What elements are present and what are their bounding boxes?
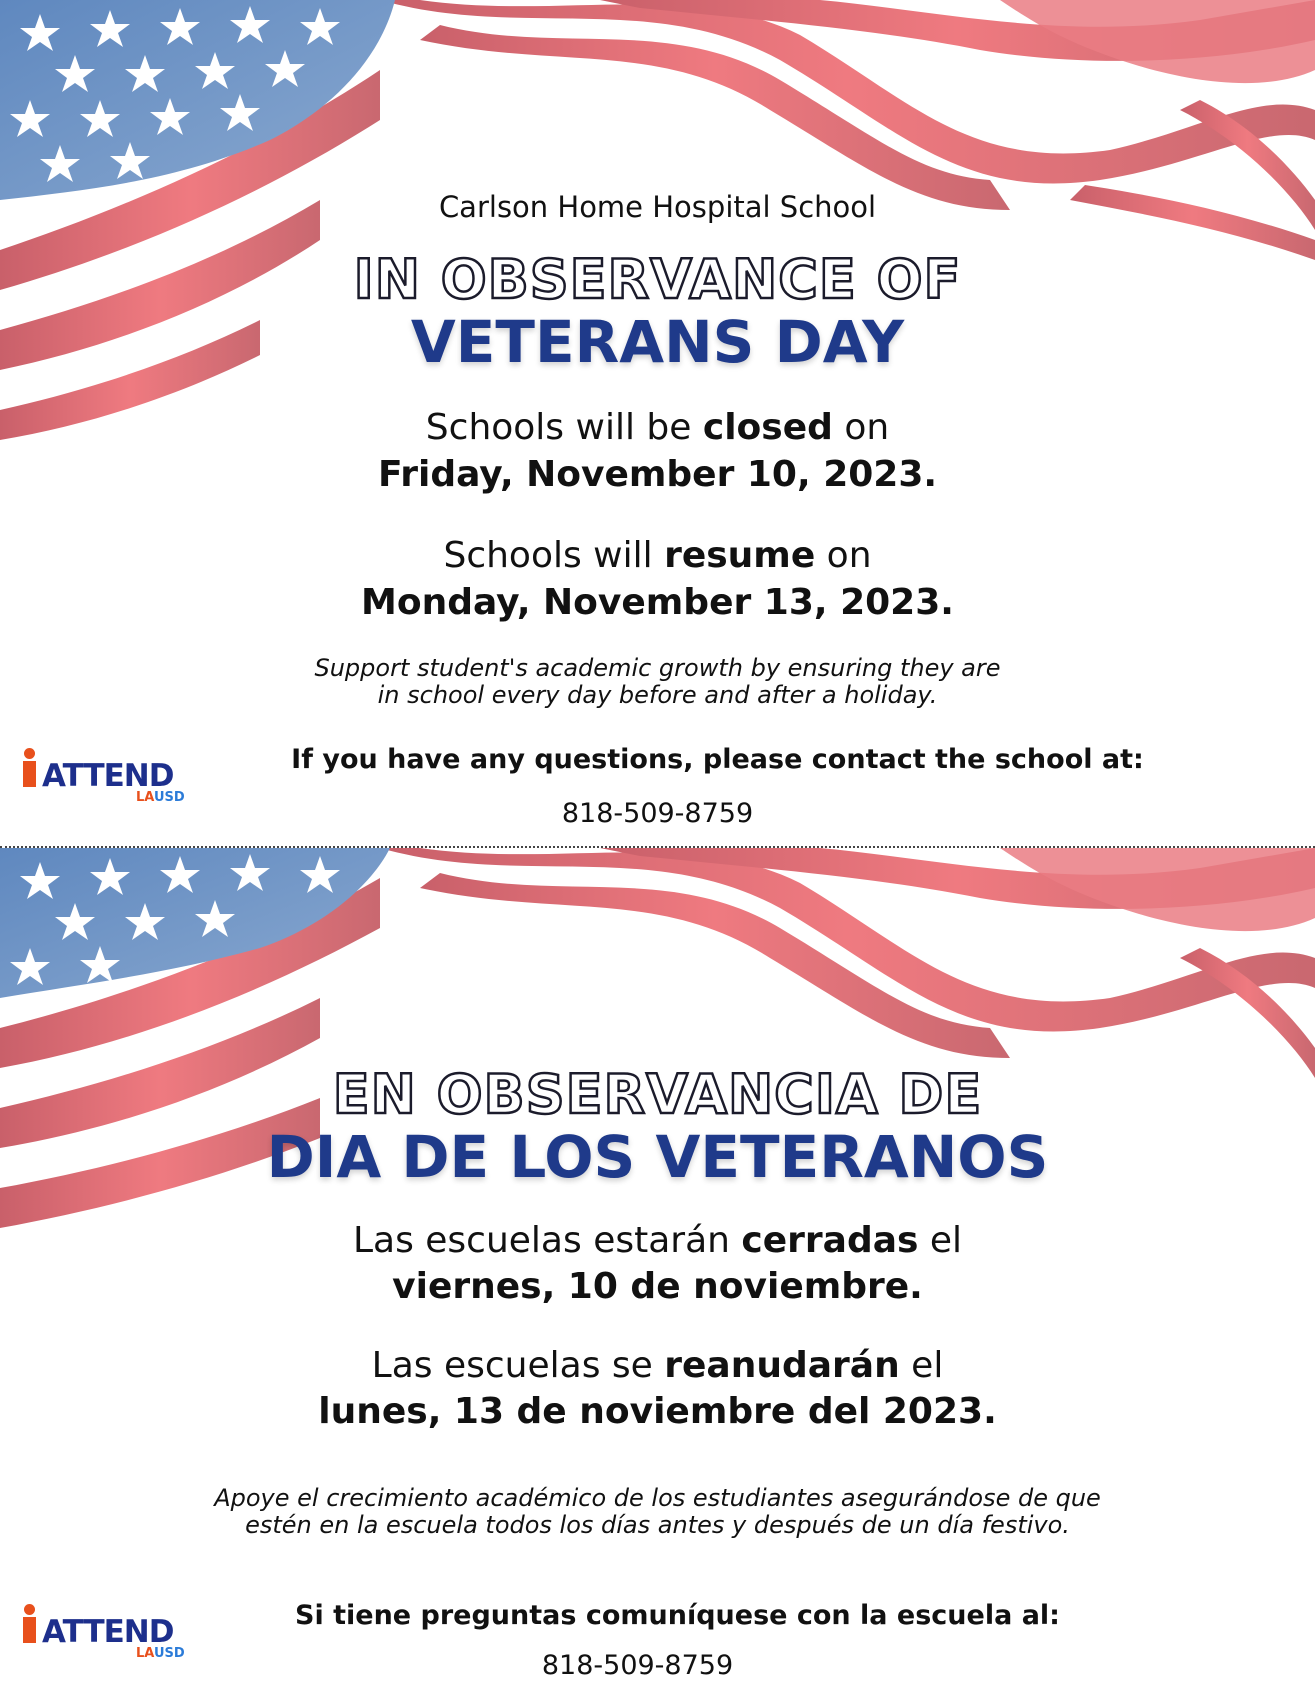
logo-word: ATTEND [42, 758, 174, 794]
spanish-flyer [0, 848, 1315, 1701]
contact-text: If you have any questions, please contact the school at: [291, 744, 1144, 775]
closed-prefix: Las escuelas estarán [352, 1220, 742, 1261]
closed-word: closed [702, 407, 833, 448]
english-flyer [0, 0, 1315, 846]
logo-i-dot [24, 748, 35, 759]
heading-outline: IN OBSERVANCE OF [353, 248, 962, 311]
closed-suffix: el [918, 1220, 963, 1261]
closed-line [0, 405, 1315, 451]
resume-date: lunes, 13 de noviembre del 2023. [318, 1391, 997, 1432]
heading-main: DIA DE LOS VETERANOS [266, 1123, 1049, 1191]
resume-date: Monday, November 13, 2023. [361, 582, 954, 623]
logo-usd: USD [153, 790, 185, 805]
heading-outline: EN OBSERVANCIA DE [332, 1063, 983, 1126]
logo-word: ATTEND [42, 1614, 174, 1650]
support-line-2: estén en la escuela todos los días antes y después de un día festivo. [245, 1511, 1070, 1539]
contact-text: Si tiene preguntas comuníquese con la escuela al: [295, 1600, 1060, 1631]
closed-suffix: on [832, 407, 890, 448]
resume-line [0, 1343, 1315, 1389]
phone-number: 818-509-8759 [561, 798, 754, 829]
resume-prefix: Schools will [443, 535, 665, 576]
resume-line [0, 533, 1315, 579]
resume-suffix: el [899, 1345, 944, 1386]
closed-date: viernes, 10 de noviembre. [392, 1266, 923, 1307]
closed-date: Friday, November 10, 2023. [377, 454, 938, 495]
logo-usd: USD [153, 1646, 185, 1661]
phone-number: 818-509-8759 [541, 1650, 734, 1681]
resume-prefix: Las escuelas se [371, 1345, 665, 1386]
logo-i-stem [23, 761, 36, 787]
resume-word: reanudarán [664, 1345, 900, 1386]
support-line-2: in school every day before and after a holiday. [377, 681, 938, 709]
logo-la: LA [136, 790, 154, 805]
heading-main: VETERANS DAY [410, 308, 905, 376]
school-name: Carlson Home Hospital School [438, 190, 877, 224]
american-flag-banner [0, 848, 1315, 1268]
closed-prefix: Schools will be [425, 407, 703, 448]
support-line-1: Support student's academic growth by ensuring they are [314, 654, 1001, 682]
resume-word: resume [664, 535, 816, 576]
resume-suffix: on [815, 535, 872, 576]
closed-word: cerradas [741, 1220, 919, 1261]
logo-la: LA [136, 1646, 154, 1661]
closed-line [0, 1218, 1315, 1264]
support-line-1: Apoye el crecimiento académico de los estudiantes asegurándose de que [214, 1484, 1101, 1512]
